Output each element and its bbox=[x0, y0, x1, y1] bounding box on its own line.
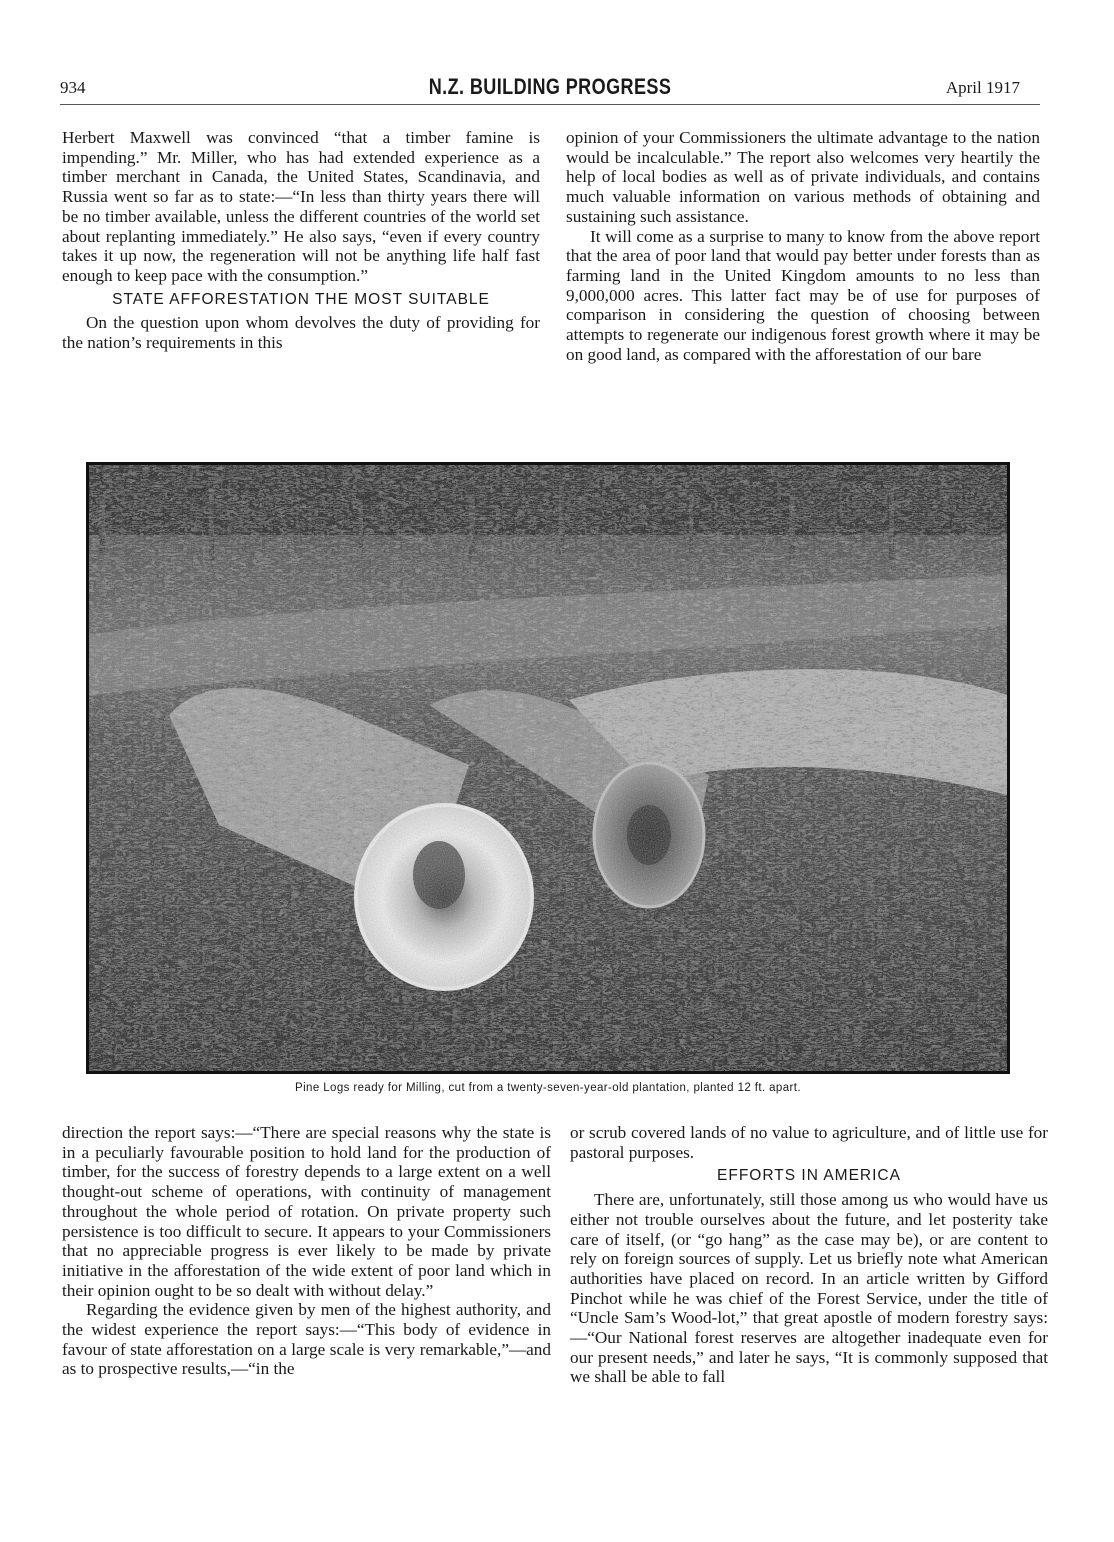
section-heading: STATE AFFORESTATION THE MOST SUITABLE bbox=[112, 290, 490, 308]
column-top-right bbox=[566, 128, 1040, 364]
column-bottom-left bbox=[62, 1123, 551, 1379]
paragraph: Regarding the evidence given by men of the highest authority, and the widest experience the report says:—“This body of evidence in favour of state afforestation on a large scale is very remarkable,”—and as to prospective results,—“in the bbox=[62, 1300, 551, 1379]
paragraph: direction the report says:—“There are special reasons why the state is in a peculiarly favourable position to hold land for the production of timber, for the success of forestry depends to a large extent on a well thought-out scheme of operations, with continuity of management throughout the whole period of rotation. On private property such persistence is too difficult to secure. It appears to your Commissioners that no appreciable progress is ever likely to be made by private initiative in the afforestation of the wide extent of poor land which in their opinion ought to be so dealt with without delay.” bbox=[62, 1123, 551, 1300]
column-bottom-right bbox=[570, 1123, 1048, 1387]
section-heading: EFFORTS IN AMERICA bbox=[717, 1167, 901, 1185]
paragraph: On the question upon whom devolves the duty of providing for the nation’s requirements in this bbox=[62, 313, 540, 353]
paragraph: opinion of your Commissioners the ultimate advantage to the nation would be incalculable.” The report also welcomes very heartily the help of local bodies as well as of private individuals, and contains much valuable information on various methods of obtaining and sustaining such assistance. bbox=[566, 128, 1040, 226]
paragraph: or scrub covered lands of no value to agriculture, and of little use for pastoral purposes. bbox=[570, 1123, 1048, 1162]
pine-logs-photo bbox=[86, 462, 1010, 1074]
page-number: 934 bbox=[60, 78, 86, 97]
paragraph: There are, unfortunately, still those among us who would have us either not trouble ourselves about the future, and let posterity take care of itself, (or “go hang” as the case may be), or are content to rely on foreign sources of supply. Let us briefly note what American authorities have placed on record. In an article written by Gifford Pinchot while he was chief of the Forest Service, under the title of “Uncle Sam’s Wood-lot,” that great apostle of modern forestry says:—“Our National forest reserves are altogether inadequate even for our present needs,” and later he says, “It is commonly supposed that we shall be able to fall bbox=[570, 1190, 1048, 1387]
column-top-left bbox=[62, 128, 540, 353]
photo-caption: Pine Logs ready for Milling, cut from a twenty-seven-year-old plantation, planted 12 ft. apart. bbox=[295, 1082, 801, 1094]
journal-title: N.Z. BUILDING PROGRESS bbox=[428, 74, 672, 99]
paragraph: Herbert Maxwell was convinced “that a timber famine is impending.” Mr. Miller, who has had extended experience as a timber merchant in Canada, the United States, Scandinavia, and Russia went so far as to state:—“In less than thirty years there will be no timber available, unless the different countries of the world set about replanting immediately.” He also says, “even if every country takes it up now, the regeneration will not be anything life half fast enough to keep pace with the consumption.” bbox=[62, 128, 540, 285]
pine-logs-illustration bbox=[89, 465, 1007, 1071]
issue-date: April 1917 bbox=[945, 78, 1020, 97]
paragraph: It will come as a surprise to many to know from the above report that the area of poor land that would pay better under forests than as farming land in the United Kingdom amounts to no less than 9,000,000 acres. This latter fact may be of use for purposes of comparison in considering the question of choosing between attempts to regenerate our indigenous forest growth where it may be on good land, as compared with the afforestation of our bare bbox=[566, 226, 1040, 364]
page-header bbox=[60, 74, 1040, 106]
header-rule bbox=[60, 104, 1040, 105]
